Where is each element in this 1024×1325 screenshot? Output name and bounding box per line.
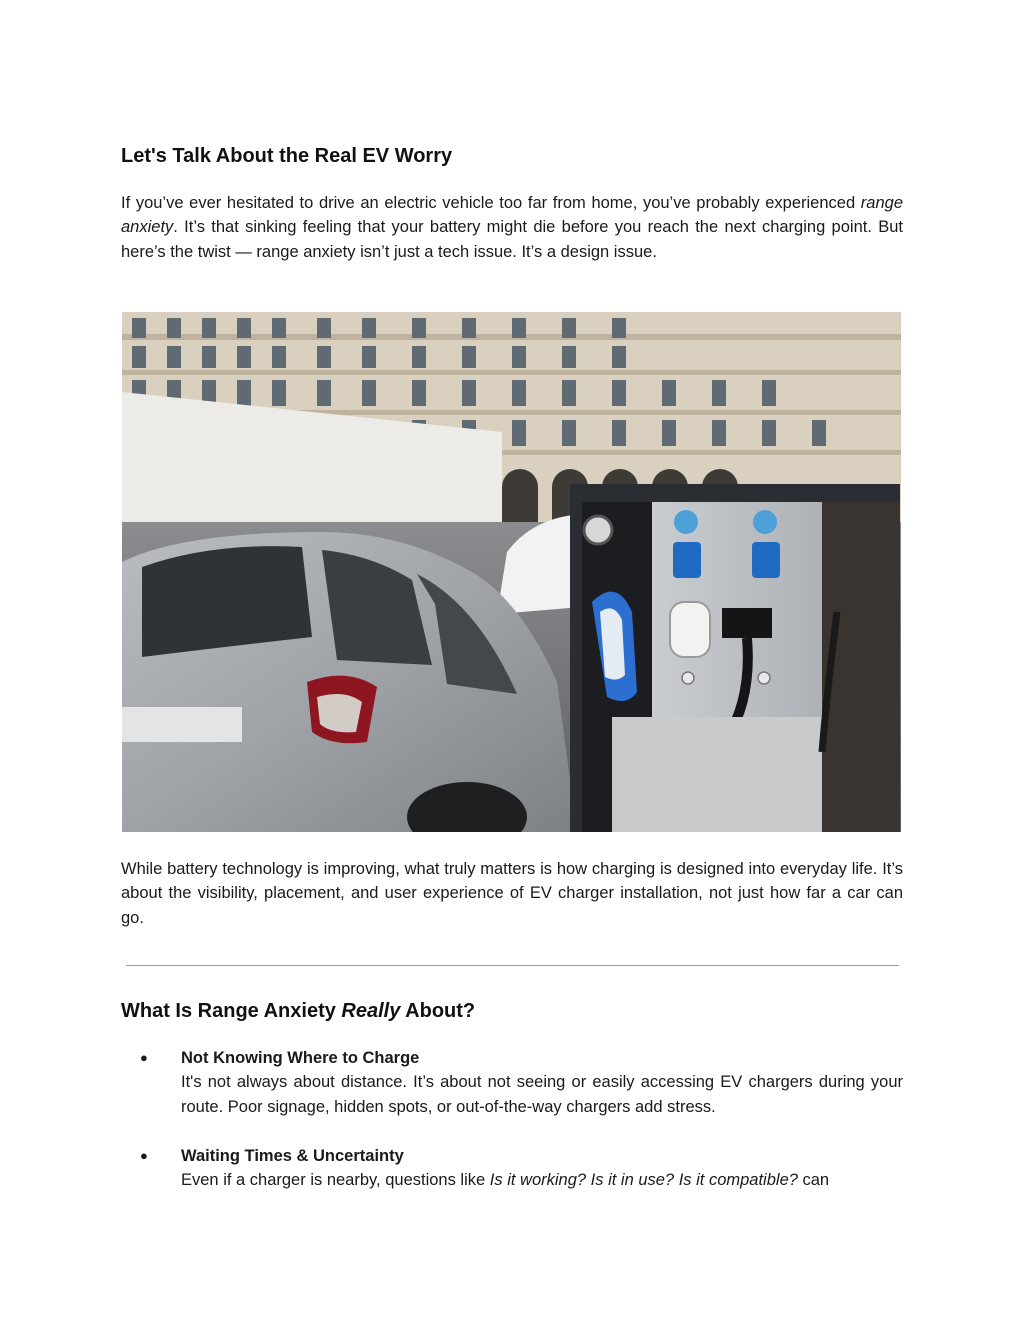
bullet-icon: ●	[140, 1147, 148, 1163]
heading-text-start: What Is Range Anxiety	[121, 1000, 342, 1022]
list-item-title: Waiting Times & Uncertainty	[181, 1146, 404, 1165]
list-item-body: It's not always about distance. It’s about not seeing or easily accessing EV chargers during your route. Poor signage, hidden spots, or out-of-the-way chargers add stress.	[181, 1073, 903, 1116]
bullet-list	[121, 1046, 903, 1217]
list-item-body-end: can	[797, 1171, 830, 1190]
intro-paragraph	[121, 191, 903, 264]
body-paragraph: While battery technology is improving, what truly matters is how charging is designed into everyday life. It’s about the visibility, placement, and user experience of EV charger installation, not just how far a car can go.	[121, 860, 903, 927]
list-item	[121, 1144, 903, 1193]
list-item-body	[181, 1168, 903, 1192]
intro-text-end: . It’s that sinking feeling that your battery might die before you reach the next charging point. But here’s the twist — range anxiety isn’t just a tech issue. It’s a design issue.	[121, 218, 903, 261]
ev-charging-photo	[122, 312, 901, 832]
heading-text-end: About?	[400, 1000, 476, 1022]
bullet-icon: ●	[140, 1050, 148, 1065]
list-item	[121, 1046, 903, 1119]
section-heading-ev-worry: Let's Talk About the Real EV Worry	[121, 145, 453, 167]
intro-text-start: If you’ve ever hesitated to drive an electric vehicle too far from home, you’ve probably experienced	[121, 194, 861, 212]
heading-text-emphasis: Really	[341, 1000, 401, 1022]
intro-text-emphasis: range anxiety	[121, 194, 903, 237]
list-item-body-emphasis: Is it working? Is it in use? Is it compatible?	[489, 1171, 798, 1190]
list-item-body-start: Even if a charger is nearby, questions like	[181, 1171, 490, 1190]
ev-charging-illustration	[122, 312, 901, 832]
list-item-title: Not Knowing Where to Charge	[181, 1049, 420, 1067]
horizontal-divider	[126, 965, 899, 966]
section-heading-range-anxiety	[121, 1000, 475, 1023]
